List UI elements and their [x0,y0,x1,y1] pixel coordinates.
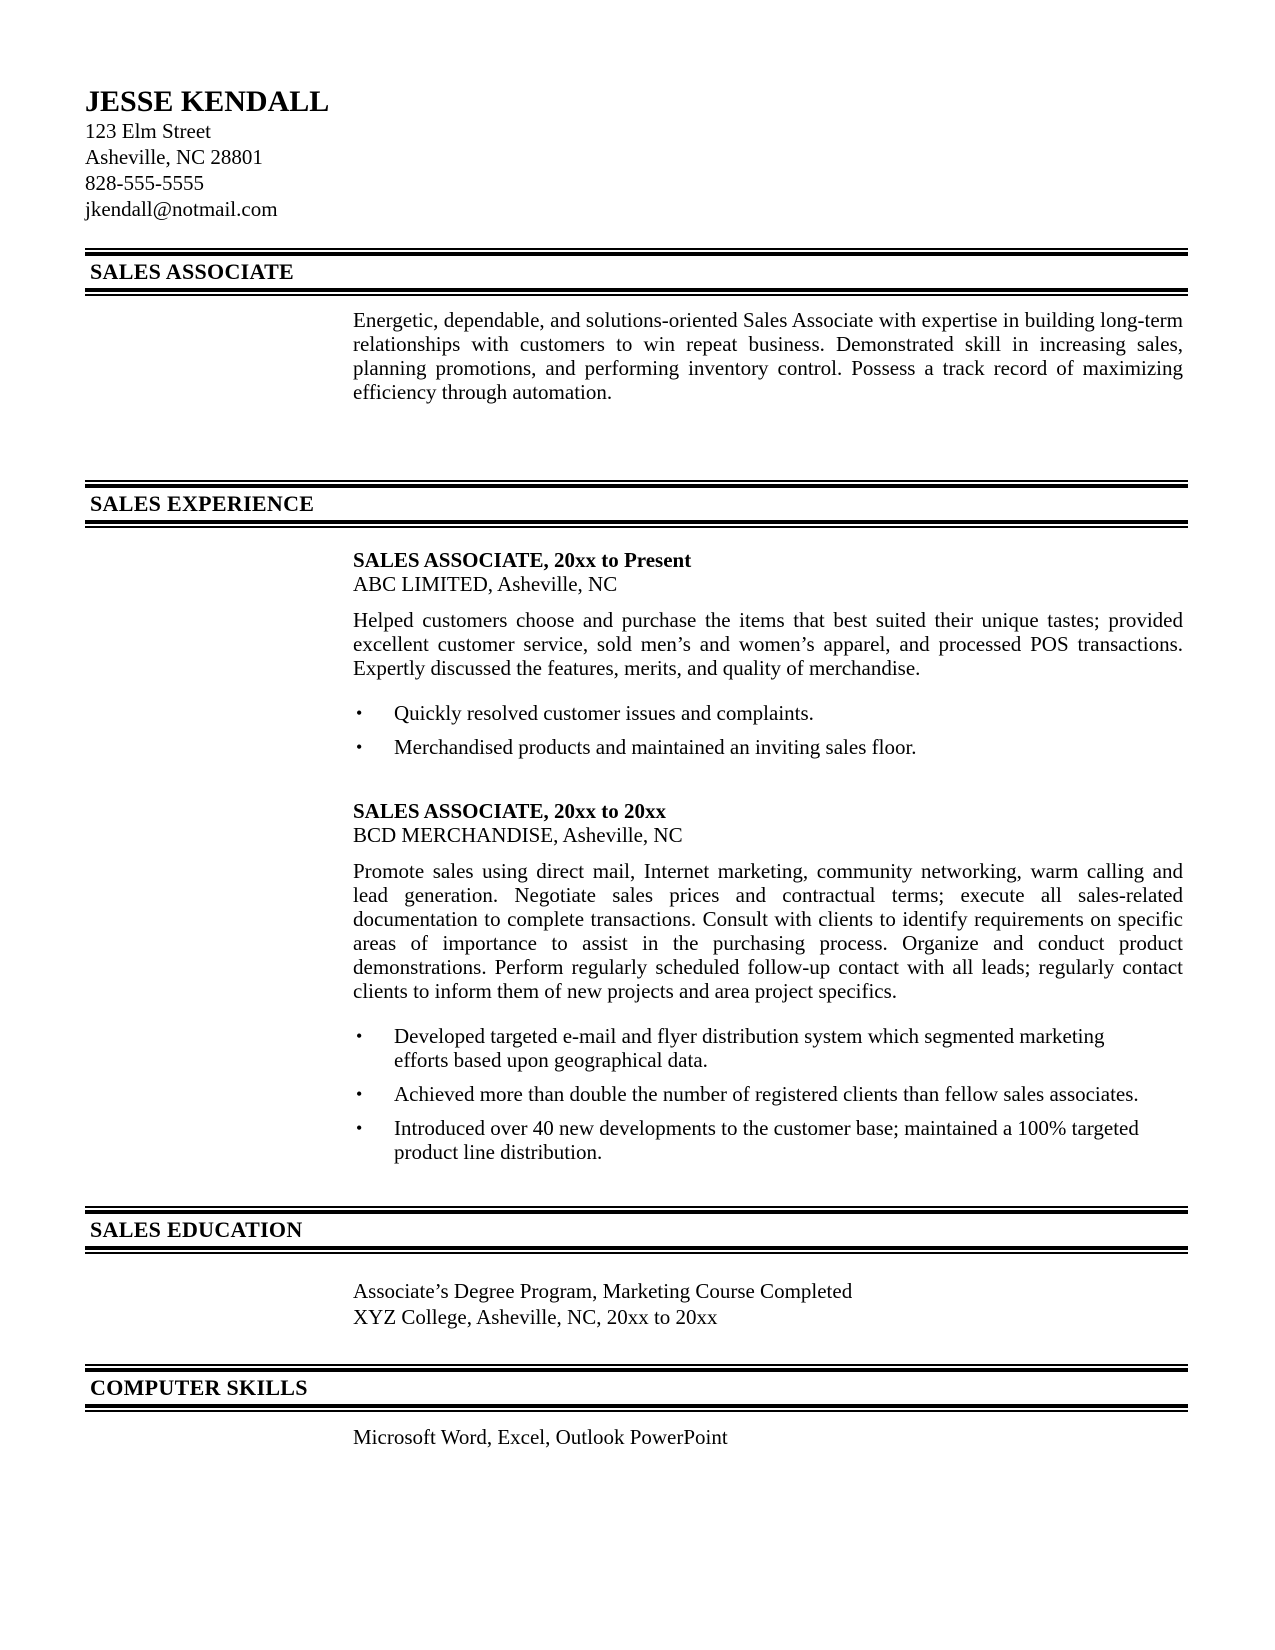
bullet-text: Introduced over 40 new developments to the customer base; maintained a 100% targeted product line distribution. [394,1116,1139,1164]
bullet-item [353,1116,1188,1164]
job-entry-abc-limited [353,548,1188,759]
section-heading-sales-education [85,1206,1188,1254]
phone-number: 828-555-5555 [85,171,204,195]
job-description: Helped customers choose and purchase the items that best suited their unique tastes; provided excellent customer service, sold men’s and women’s apparel, and processed POS transactions. Expertly discussed the features, merits, and quality of merchandise. [353,608,1183,680]
job-title: SALES ASSOCIATE, 20xx to 20xx [353,799,666,823]
section-title: SALES EXPERIENCE [85,484,1188,524]
bullet-dot-icon: • [356,1026,363,1046]
bullet-text: Merchandised products and maintained an inviting sales floor. [394,735,917,759]
section-heading-computer-skills [85,1364,1188,1412]
section-title: SALES ASSOCIATE [85,252,1188,292]
candidate-name: JESSE KENDALL [85,85,330,118]
summary-paragraph: Energetic, dependable, and solutions-oriented Sales Associate with expertise in building long-term relationships with customers to win repeat business. Demonstrated skill in increasing sales, planning promotions, and performing inventory control. Possess a track record of maximizing efficiency through automation. [353,308,1183,404]
education-block [353,1278,1188,1330]
bullet-dot-icon: • [356,1084,363,1104]
bullet-item [353,1024,1188,1072]
skills-line: Microsoft Word, Excel, Outlook PowerPoint [353,1425,728,1449]
section-heading-sales-experience [85,480,1188,528]
skills-block [353,1424,1188,1450]
bullet-dot-icon: • [356,1118,363,1138]
email-address: jkendall@notmail.com [85,197,278,221]
bullet-item [353,1082,1188,1106]
bullet-text: Developed targeted e-mail and flyer distribution system which segmented marketing efforts based upon geographical data. [394,1024,1105,1072]
bullet-item [353,701,1188,725]
section-heading-sales-associate [85,248,1188,296]
bullet-text: Achieved more than double the number of registered clients than fellow sales associates. [394,1082,1139,1106]
education-degree: Associate’s Degree Program, Marketing Course Completed [353,1279,853,1303]
bullet-list [353,1024,1188,1164]
job-company: ABC LIMITED, Asheville, NC [353,572,618,596]
bullet-dot-icon: • [356,703,363,723]
bullet-item [353,735,1188,759]
bullet-dot-icon: • [356,737,363,757]
address-city: Asheville, NC 28801 [85,145,263,169]
job-entry-bcd-merchandise [353,799,1188,1164]
job-company: BCD MERCHANDISE, Asheville, NC [353,823,683,847]
address-street: 123 Elm Street [85,119,211,143]
job-description: Promote sales using direct mail, Internet marketing, community networking, warm calling and lead generation. Negotiate sales prices and contractual terms; execute all sales-related documentation to complete transactions. Consult with clients to identify requirements on specific areas of importance to assist in the purchasing process. Organize and conduct product demonstrations. Perform regularly scheduled follow-up contact with all leads; regularly contact clients to inform them of new projects and area project specifics. [353,859,1183,1003]
education-college: XYZ College, Asheville, NC, 20xx to 20xx [353,1305,718,1329]
section-title: COMPUTER SKILLS [85,1368,1188,1408]
section-title: SALES EDUCATION [85,1210,1188,1250]
contact-block [85,118,1188,222]
job-title: SALES ASSOCIATE, 20xx to Present [353,548,692,572]
bullet-list [353,701,1188,759]
bullet-text: Quickly resolved customer issues and complaints. [394,701,814,725]
